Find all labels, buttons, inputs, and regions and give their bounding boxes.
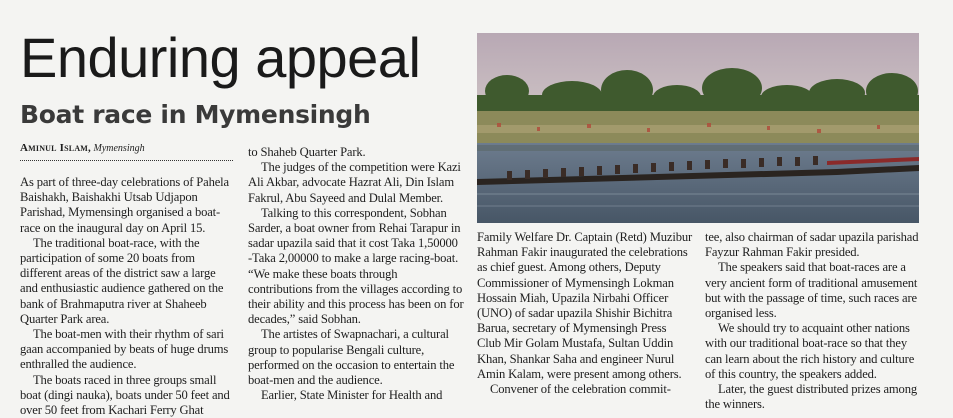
byline xyxy=(20,141,233,156)
subheadline: Boat race in Mymensingh xyxy=(20,100,371,129)
paragraph: to Shaheb Quarter Park. xyxy=(248,145,366,159)
paragraph: Later, the guest distributed prizes among the winners. xyxy=(705,382,917,412)
headline: Enduring appeal xyxy=(20,26,421,89)
paragraph: Family Welfare Dr. Captain (Retd) Muzibur Rahman Fakir inaugurated the celebrations as chief guest. Among others, Deputy Commissioner of Mymensingh Lokman Hossain Miah, Upazila Nirbahi Officer (UNO) of sadar upazila Shishir Bichitra Barua, secretary of Mymensingh Press Club Mir Golam Mustafa, Sultan Uddin Khan, Shankar Saha and engineer Nurul Amin Kalam, were present among others. xyxy=(477,230,693,381)
paragraph: The artistes of Swapnachari, a cultural group to popularise Bengali culture, performed on the occasion to entertain the boat-men and the audience. xyxy=(248,327,455,388)
article-column-2 xyxy=(248,145,464,403)
byline-author: Aminul Islam, xyxy=(20,142,91,154)
paragraph: Convener of the celebration commit- xyxy=(490,382,671,397)
paragraph: The traditional boat-race, with the participation of some 20 boats from different areas of the district saw a large and enthusiastic audience gathered on the bank of Brahmaputra river at Shaheeb Quarter Park area. xyxy=(20,235,224,326)
article-column-3 xyxy=(477,230,693,397)
article-column-1 xyxy=(20,175,235,418)
paragraph: tee, also chairman of sadar upazila parishad Fayzur Rahman Fakir presided. xyxy=(705,230,919,260)
paragraph: We should try to acquaint other nations with our traditional boat-race so that they can learn about the rich history and culture of this country, the speakers added. xyxy=(705,321,915,381)
paragraph: The judges of the competition were Kazi Ali Akbar, advocate Hazrat Ali, Din Islam Fakrul, Abu Sayeed and Dulal Member. xyxy=(248,160,461,205)
byline-location: Mymensingh xyxy=(93,143,145,154)
boat-race-photo-illustration xyxy=(477,33,919,223)
paragraph: Talking to this correspondent, Sobhan Sarder, a boat owner from Rehai Tarapur in sadar upazila said that it cost Taka 1,50000 -Taka 2,00000 to make a large racing-boat. “We make these boats through contributions from the villages according to their ability and this process has been on for decades,” said Sobhan. xyxy=(248,205,464,327)
paragraph: The boats raced in three groups small boat (dingi nauka), boats under 50 feet and over 50 feet from Kachari Ferry Ghat xyxy=(20,372,230,418)
paragraph: The speakers said that boat-races are a very ancient form of traditional amusement but with the passage of time, such races are organised less. xyxy=(705,260,918,321)
boat-race-photo xyxy=(477,33,919,223)
paragraph: As part of three-day celebrations of Pahela Baishakh, Baishakhi Utsab Udjapon Parishad, Mymensingh organised a boat-race on the inaugural day on April 15. xyxy=(20,175,229,235)
paragraph: The boat-men with their rhythm of sari gaan accompanied by beats of huge drums enthralled the audience. xyxy=(20,327,229,372)
byline-divider xyxy=(20,160,233,161)
paragraph: Earlier, State Minister for Health and xyxy=(261,388,443,403)
article-column-4 xyxy=(705,230,921,412)
